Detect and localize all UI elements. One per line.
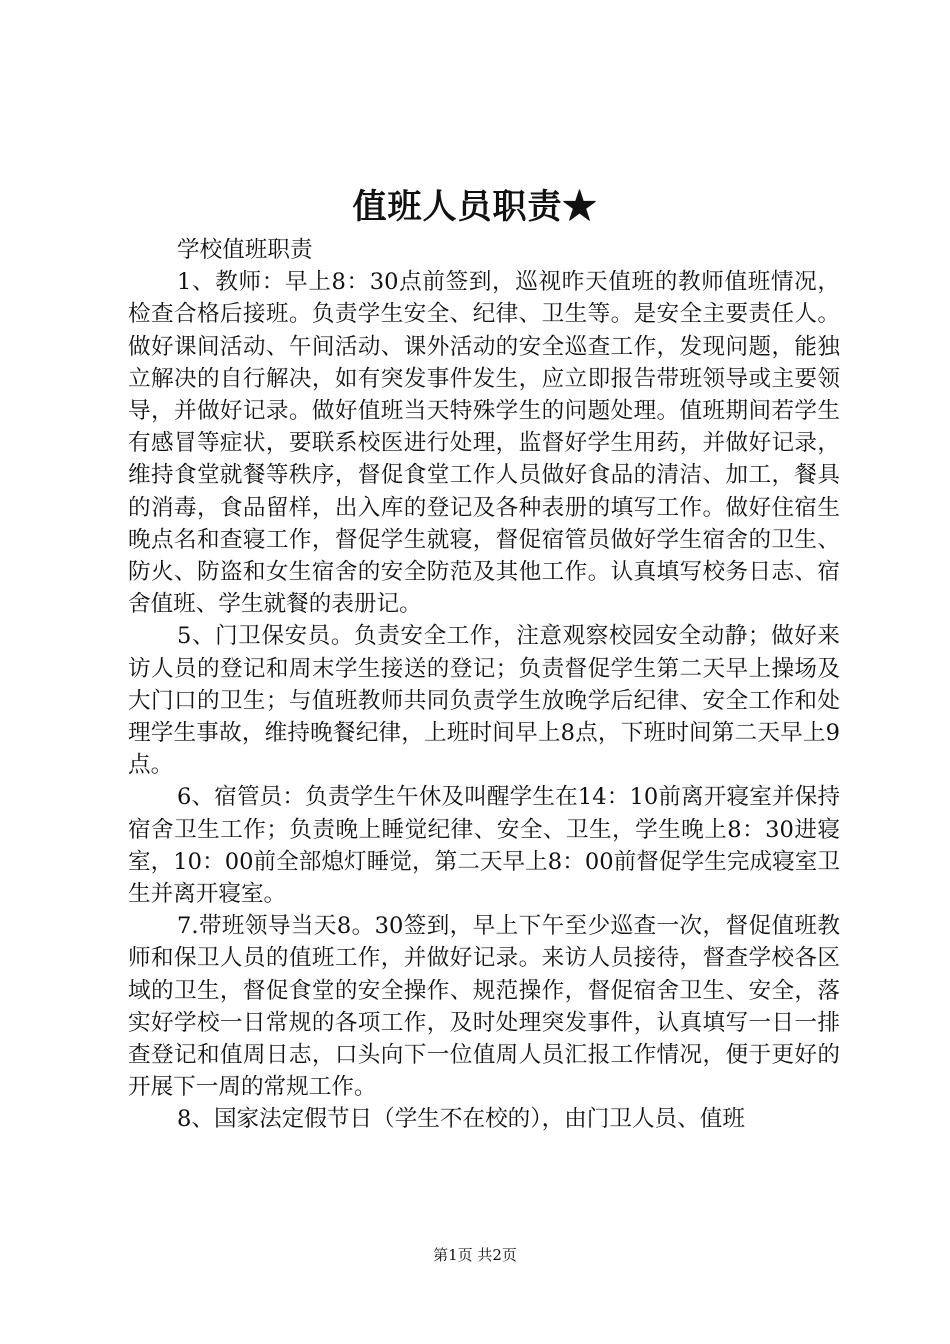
document-title: 值班人员职责★ <box>352 187 598 227</box>
paragraph-teacher: 1、教师：早上8：30点前签到，巡视昨天值班的教师值班情况，检查合格后接班。负责学生安全、纪律、卫生等。是安全主要责任人。做好课间活动、午间活动、课外活动的安全巡查工作，发现问题，能独立解决的自行解决，如有突发事件发生，应立即报告带班领导或主要领导，并做好记录。做好值班当天特殊学生的问题处理。值班期间若学生有感冒等症状，要联系校医进行处理，监督好学生用药，并做好记录，维持食堂就餐等秩序，督促食堂工作人员做好食品的清洁、加工，餐具的消毒，食品留样，出入库的登记及各种表册的填写工作。做好住宿生晚点名和查寝工作，督促学生就寝，督促宿管员做好学生宿舍的卫生、防火、防盗和女生宿舍的安全防范及其他工作。认真填写校务日志、宿舍值班、学生就餐的表册记。 <box>128 269 840 618</box>
page-number-footer: 第1页 共2页 <box>433 1246 517 1264</box>
paragraph-duty-leader: 7.带班领导当天8。30签到，早上下午至少巡查一次，督促值班教师和保卫人员的值班工作，并做好记录。来访人员接待，督查学校各区域的卫生，督促食堂的安全操作、规范操作，督促宿舍卫生、安全，落实好学校一日常规的各项工作，及时处理突发事件，认真填写一日一排查登记和值周日志，口头向下一位值周人员汇报工作情况，便于更好的开展下一周的常规工作。 <box>128 913 840 1101</box>
section-heading: 学校值班职责 <box>177 237 313 263</box>
paragraph-dorm-manager: 6、宿管员：负责学生午休及叫醒学生在14：10前离开寝室并保持宿舍卫生工作；负责晚上睡觉纪律、安全、卫生，学生晚上8：30进寝室，10：00前全部熄灯睡觉，第二天早上8：00前督促学生完成寝室卫生并离开寝室。 <box>128 784 840 908</box>
paragraph-holidays: 8、国家法定假节日（学生不在校的），由门卫人员、值班 <box>177 1106 745 1133</box>
paragraph-security-guard: 5、门卫保安员。负责安全工作，注意观察校园安全动静；做好来访人员的登记和周末学生接送的登记；负责督促学生第二天早上操场及大门口的卫生；与值班教师共同负责学生放晚学后纪律、安全工作和处理学生事故，维持晚餐纪律，上班时间早上8点，下班时间第二天早上9点。 <box>128 623 840 779</box>
document-body <box>128 234 840 1136</box>
